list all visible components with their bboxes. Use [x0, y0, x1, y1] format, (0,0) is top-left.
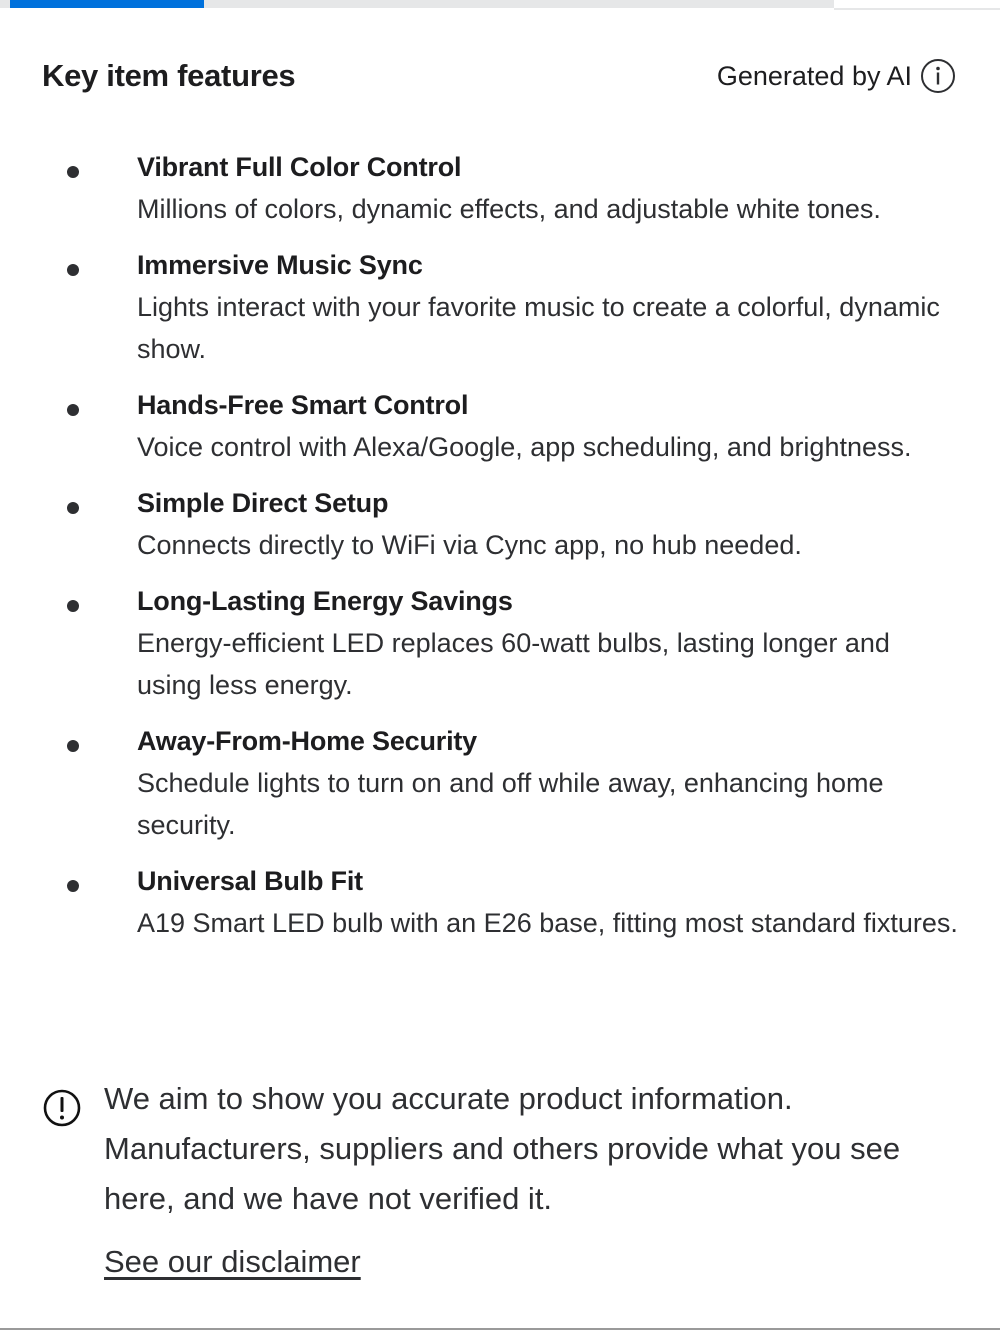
- feature-list: [0, 146, 1000, 958]
- bullet-icon: [67, 404, 79, 416]
- feature-description: Schedule lights to turn on and off while away, enhancing home security.: [137, 768, 884, 840]
- feature-item: [0, 244, 1000, 370]
- feature-description: Lights interact with your favorite music to create a colorful, dynamic show.: [137, 292, 940, 364]
- feature-title: Immersive Music Sync: [137, 250, 423, 280]
- bullet-icon: [67, 600, 79, 612]
- tab-progress-indicator: [10, 0, 204, 8]
- feature-title: Universal Bulb Fit: [137, 866, 363, 896]
- feature-title: Hands-Free Smart Control: [137, 390, 469, 420]
- feature-title: Away-From-Home Security: [137, 726, 477, 756]
- feature-description: Voice control with Alexa/Google, app scheduling, and brightness.: [137, 432, 912, 462]
- section-header: [42, 50, 956, 102]
- bullet-icon: [67, 166, 79, 178]
- feature-description: Connects directly to WiFi via Cync app, no hub needed.: [137, 530, 802, 560]
- generated-by-ai-tag[interactable]: [717, 58, 956, 94]
- accuracy-notice: [42, 1074, 962, 1224]
- feature-description: Energy-efficient LED replaces 60-watt bulbs, lasting longer and using less energy.: [137, 628, 890, 700]
- bullet-icon: [67, 502, 79, 514]
- feature-item: [0, 860, 1000, 944]
- feature-item: [0, 384, 1000, 468]
- feature-title: Long-Lasting Energy Savings: [137, 586, 513, 616]
- feature-item: [0, 580, 1000, 706]
- feature-item: [0, 146, 1000, 230]
- info-icon[interactable]: [920, 58, 956, 94]
- bullet-icon: [67, 740, 79, 752]
- section-title: Key item features: [42, 58, 296, 93]
- exclamation-circle-icon: [42, 1088, 82, 1128]
- feature-item: [0, 482, 1000, 566]
- generated-by-ai-label: Generated by AI: [716, 60, 912, 91]
- see-disclaimer-link[interactable]: See our disclaimer: [104, 1244, 361, 1279]
- notice-text: We aim to show you accurate product information. Manufacturers, suppliers and others provide what you see here, and we have not verified it.: [104, 1081, 901, 1216]
- feature-title: Vibrant Full Color Control: [137, 152, 462, 182]
- feature-description: A19 Smart LED bulb with an E26 base, fitting most standard fixtures.: [137, 908, 958, 938]
- bullet-icon: [67, 264, 79, 276]
- feature-description: Millions of colors, dynamic effects, and adjustable white tones.: [137, 194, 881, 224]
- bullet-icon: [67, 880, 79, 892]
- feature-title: Simple Direct Setup: [137, 488, 389, 518]
- feature-item: [0, 720, 1000, 846]
- top-divider: [834, 8, 1000, 10]
